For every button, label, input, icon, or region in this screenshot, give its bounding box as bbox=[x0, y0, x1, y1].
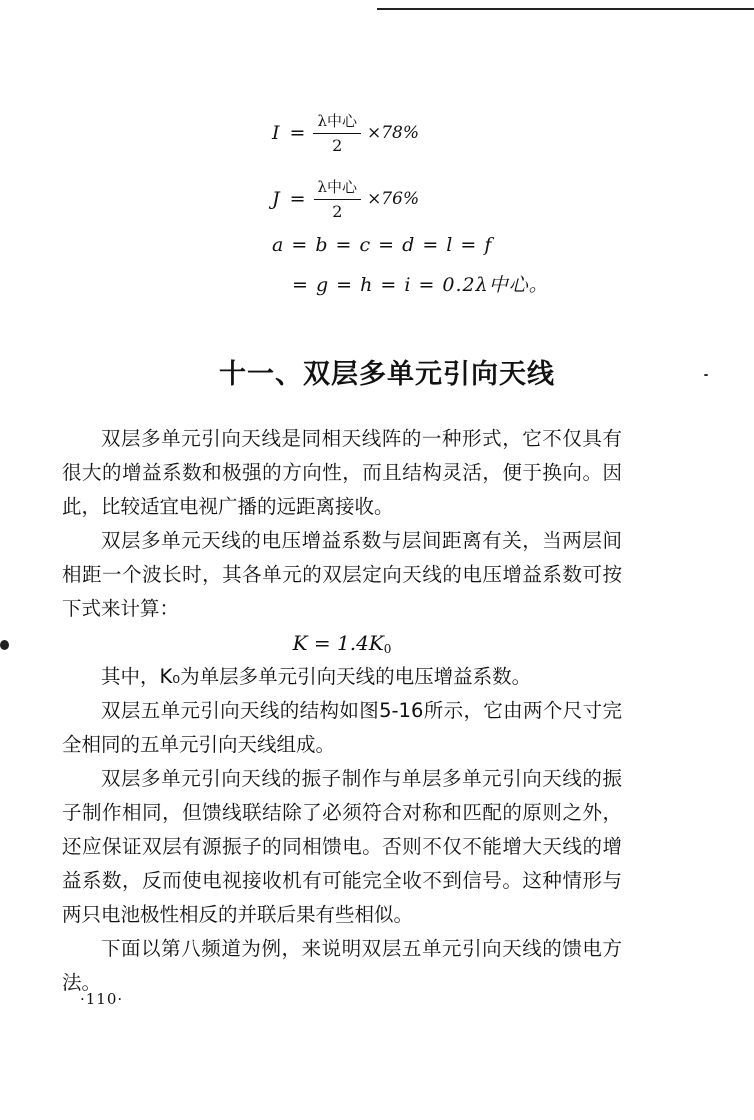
paragraph-4: 双层五单元引向天线的结构如图5-16所示，它由两个尺寸完全相同的五单元引向天线组成。 bbox=[62, 699, 622, 756]
formula-i-multiplier: ×78% bbox=[366, 122, 419, 143]
paragraph-1: 双层多单元引向天线是同相天线阵的一种形式，它不仅具有很大的增益系数和极强的方向性，而且结构灵活，便于换向。因此，比较适宜电视广播的远距离接收。 bbox=[62, 427, 622, 518]
center-formula-main: K = 1.4K bbox=[292, 631, 384, 655]
formula-i bbox=[272, 110, 419, 155]
formula-j-numerator: λ中心 bbox=[314, 176, 362, 200]
formula-j-eq: = bbox=[289, 187, 306, 210]
scan-speck bbox=[704, 374, 708, 376]
section-title: 十一、双层多单元引向天线 bbox=[219, 359, 555, 390]
equality-line-2: = g = h = i = 0.2λ中心。 bbox=[292, 274, 549, 296]
formula-j bbox=[272, 176, 419, 221]
top-rule bbox=[377, 8, 754, 10]
paragraph-3: 其中，K₀为单层多单元引向天线的电压增益系数。 bbox=[101, 665, 532, 688]
formula-i-numerator: λ中心 bbox=[313, 110, 361, 134]
formula-j-fraction bbox=[314, 176, 362, 221]
body-text bbox=[62, 422, 622, 1000]
formula-j-var: J bbox=[272, 187, 280, 210]
equality-line-1: a = b = c = d = l = f bbox=[272, 234, 493, 256]
formula-i-eq: = bbox=[289, 121, 306, 144]
center-formula bbox=[62, 626, 622, 660]
scan-speck bbox=[0, 640, 9, 650]
formula-i-var: I bbox=[272, 121, 280, 144]
paragraph-6: 下面以第八频道为例，来说明双层五单元引向天线的馈电方法。 bbox=[62, 937, 622, 994]
formula-j-multiplier: ×76% bbox=[367, 188, 420, 209]
page-number: ·110· bbox=[80, 990, 124, 1008]
formula-i-fraction bbox=[313, 110, 361, 155]
formula-i-denominator: 2 bbox=[332, 136, 343, 155]
center-formula-subscript: 0 bbox=[383, 642, 392, 656]
paragraph-5: 双层多单元引向天线的振子制作与单层多单元引向天线的振子制作相同，但馈线联结除了必须符合对称和匹配的原则之外，还应保证双层有源振子的同相馈电。否则不仅不能增大天线的增益系数，反而使电视接收机有可能完全收不到信号。这种情形与两只电池极性相反的并联后果有些相似。 bbox=[62, 767, 622, 926]
paragraph-2: 双层多单元天线的电压增益系数与层间距离有关，当两层间相距一个波长时，其各单元的双层定向天线的电压增益系数可按下式来计算： bbox=[62, 529, 622, 620]
formula-j-denominator: 2 bbox=[332, 202, 343, 221]
